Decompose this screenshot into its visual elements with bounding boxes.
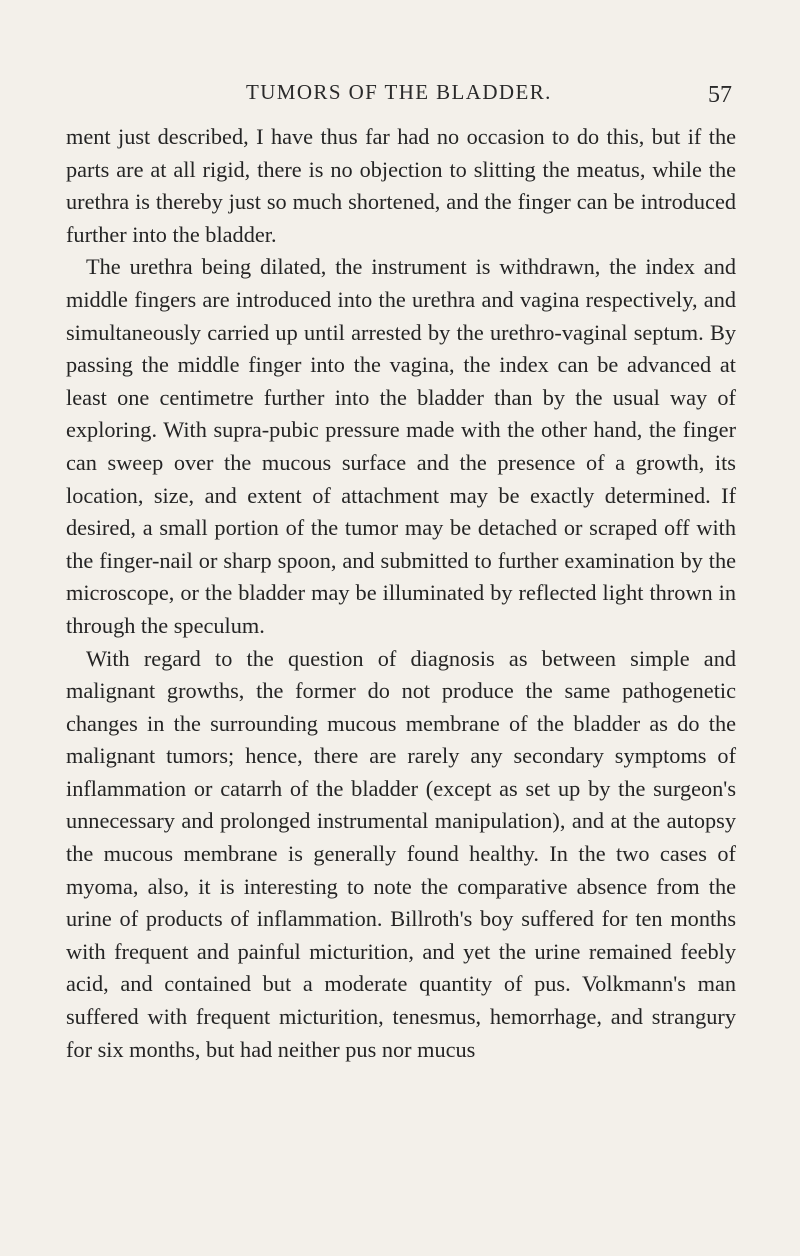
paragraph-1: ment just described, I have thus far had no occasion to do this, but if the parts are at all rigid, there is no objection to slitting the meatus, while the urethra is thereby just so much shortened, and the finger can be introduced further into the bladder. <box>66 124 736 247</box>
body-text <box>66 121 736 1066</box>
running-title: TUMORS OF THE BLADDER. <box>246 80 552 104</box>
page-number: 57 <box>708 82 732 108</box>
paragraph-3: With regard to the question of diagnosis as between simple and malignant growths, the former do not produce the same pathogenetic changes in the surrounding mucous membrane of the bladder as do the malignant tumors; hence, there are rarely any secondary symptoms of inflammation or catarrh of the bladder (except as set up by the surgeon's unnecessary and prolonged instrumental manipulation), and at the autopsy the mucous membrane is generally found healthy. In the two cases of myoma, also, it is interesting to note the comparative absence from the urine of products of inflammation. Billroth's boy suffered for ten months with frequent and painful micturition, and yet the urine remained feebly acid, and contained but a moderate quantity of pus. Volkmann's man suffered with frequent micturition, tenesmus, hemorrhage, and strangury for six months, but had neither pus nor mucus <box>66 645 736 1062</box>
running-head <box>0 80 800 110</box>
paragraph-2: The urethra being dilated, the instrument is withdrawn, the index and middle fingers are introduced into the urethra and vagina respectively, and simultaneously carried up until arrested by the urethro-vaginal septum. By passing the middle finger into the vagina, the index can be advanced at least one centimetre further into the bladder than by the usual way of exploring. With supra-pubic pressure made with the other hand, the finger can sweep over the mucous surface and the presence of a growth, its location, size, and extent of attachment may be exactly determined. If desired, a small portion of the tumor may be detached or scraped off with the finger-nail or sharp spoon, and submitted to further examination by the microscope, or the bladder may be illuminated by reflected light thrown in through the speculum. <box>66 254 736 638</box>
